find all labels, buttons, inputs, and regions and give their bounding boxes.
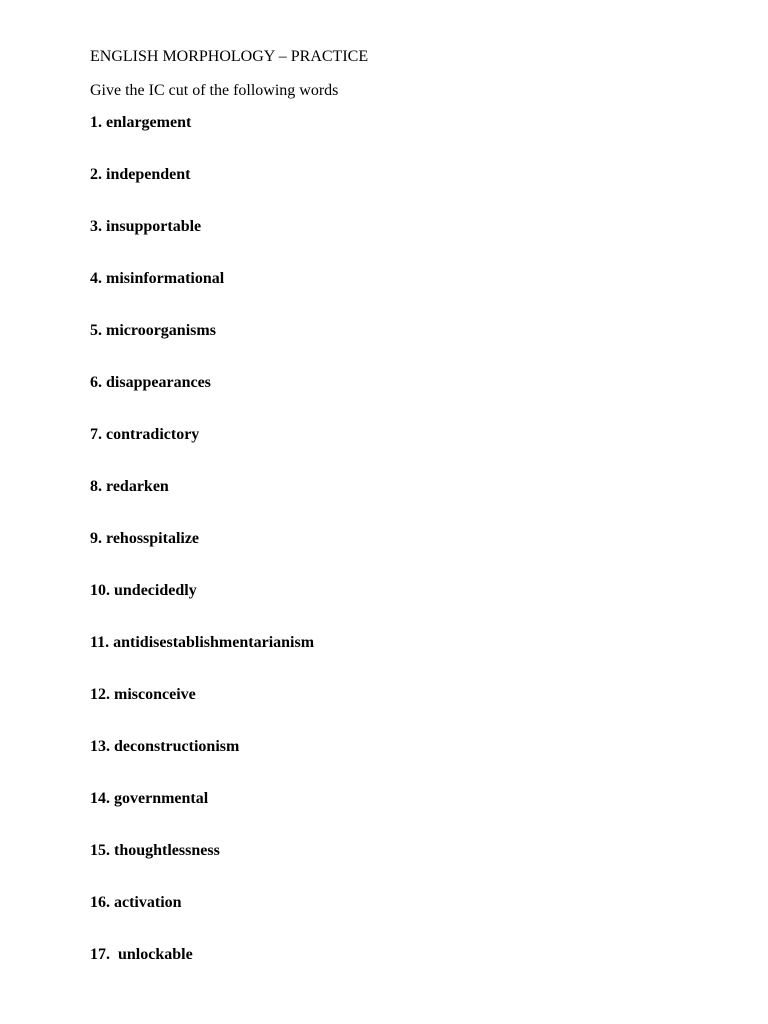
instruction-text: Give the IC cut of the following words bbox=[90, 82, 339, 99]
list-item: 2. independent bbox=[90, 166, 191, 183]
document-title: ENGLISH MORPHOLOGY – PRACTICE bbox=[90, 48, 369, 65]
list-item: 4. misinformational bbox=[90, 270, 225, 287]
list-item: 17. unlockable bbox=[90, 946, 193, 963]
word-list bbox=[90, 113, 314, 997]
list-item: 1. enlargement bbox=[90, 114, 192, 131]
list-item: 12. misconceive bbox=[90, 686, 196, 703]
list-item: 7. contradictory bbox=[90, 426, 200, 443]
list-item: 9. rehosspitalize bbox=[90, 530, 200, 547]
list-item: 16. activation bbox=[90, 894, 182, 911]
list-item: 14. governmental bbox=[90, 790, 209, 807]
list-item: 15. thoughtlessness bbox=[90, 842, 220, 859]
list-item: 3. insupportable bbox=[90, 218, 202, 235]
list-item: 11. antidisestablishmentarianism bbox=[90, 634, 315, 651]
list-item: 6. disappearances bbox=[90, 374, 211, 391]
list-item: 10. undecidedly bbox=[90, 582, 197, 599]
list-item: 5. microorganisms bbox=[90, 322, 216, 339]
list-item: 13. deconstructionism bbox=[90, 738, 240, 755]
list-item: 8. redarken bbox=[90, 478, 169, 495]
